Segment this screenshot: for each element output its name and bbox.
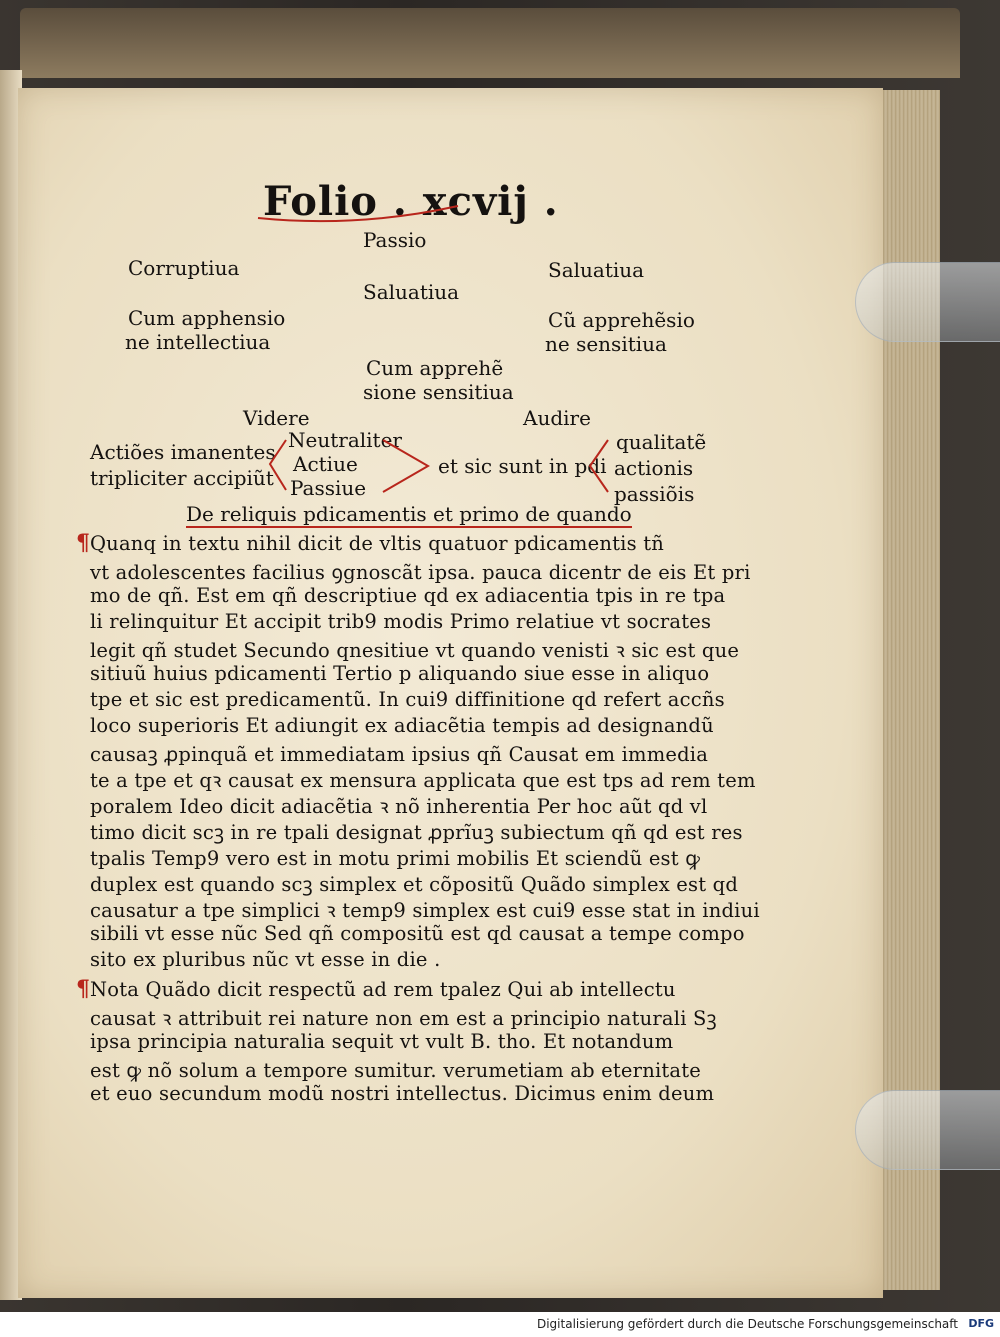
text-line: ipsa principia naturalia sequit vt vult B. tho. Et notandum (90, 1030, 674, 1053)
text-line: poralem Ideo dicit adiacẽtia ꝛ nõ inherentia Per hoc aũt qd vl (90, 795, 708, 818)
schema-qualitatis: qualitatẽ (616, 430, 707, 454)
pilcrow-mark: ¶ (76, 976, 90, 1002)
schema-corruptiua: Corruptiua (128, 256, 240, 280)
text-line: tpalis Temp9 vero est in motu primi mobilis Et sciendũ est ꝙ (90, 847, 701, 870)
page-clip-bottom (855, 1090, 1000, 1170)
text-line: timo dicit scꝫ in re tpali designat ꝓprĩuꝫ subiectum qñ qd est res (90, 821, 743, 844)
text-line: Quanq in textu nihil dicit de vltis quatuor pdicamentis tñ (90, 532, 664, 555)
schema-center-cum-2: sione sensitiua (363, 380, 514, 404)
footer-bar (0, 1312, 1000, 1337)
page-clip-top (855, 262, 1000, 342)
book-cover-top (20, 8, 960, 78)
text-line: causat ꝛ attribuit rei nature non em est a principio naturali Sꝫ (90, 1007, 717, 1030)
schema-passiue: Passiue (290, 476, 367, 500)
schema-actiones-1: Actiões imanentes (90, 440, 276, 464)
schema-saluatiua-right: Saluatiua (548, 258, 645, 282)
folio-header: Folio . xcvij . (263, 178, 559, 225)
schema-left-cum-1: Cum apphensio (128, 306, 286, 330)
text-line: vt adolescentes facilius ꝯgnoscãt ipsa. pauca dicentr de eis Et pri (90, 561, 751, 584)
schema-right-cum-1: Cũ apprehẽsio (548, 308, 695, 332)
text-line: tpe et sic est predicamentũ. In cui9 diffinitione qd refert accñs (90, 688, 725, 711)
text-line: causatur a tpe simplici ꝛ temp9 simplex est cui9 esse stat in indiui (90, 899, 760, 922)
section-title: De reliquis pdicamentis et primo de quando (186, 502, 632, 526)
schema-sunt: et sic sunt in pdi (438, 454, 607, 478)
schema-left-cum-2: ne intellectiua (125, 330, 271, 354)
text-line: Nota Quãdo dicit respectũ ad rem tpalez Qui ab intellectu (90, 978, 676, 1001)
text-line: sitiuũ huius pdicamenti Tertio p aliquando siue esse in aliquo (90, 662, 710, 685)
schema-center-cum-1: Cum apprehẽ (366, 356, 504, 380)
text-line: legit qñ studet Secundo qnesitiue vt quando venisti ꝛ sic est que (90, 639, 740, 662)
text-line: causaꝫ ꝓpinquã et immediatam ipsius qñ Causat em immedia (90, 743, 709, 766)
schema-actiue: Actiue (293, 452, 358, 476)
schema-right-cum-2: ne sensitiua (545, 332, 667, 356)
text-line: mo de qñ. Est em qñ descriptiue qd ex adiacentia tpis in re tpa (90, 584, 726, 607)
schema-audire: Audire (523, 406, 591, 430)
rubrication-strokes (18, 88, 883, 548)
schema-actiones-2: tripliciter accipiũt (90, 466, 274, 490)
text-line: loco superioris Et adiungit ex adiacẽtia tempis ad designandũ (90, 714, 714, 737)
text-line: est ꝙ nõ solum a tempore sumitur. verumetiam ab eternitate (90, 1059, 702, 1082)
schema-passionis: passiõis (614, 482, 695, 506)
text-line: sito ex pluribus nũc vt esse in die . (90, 948, 441, 971)
book-page (18, 88, 883, 1298)
dfg-logo: DFG (968, 1317, 994, 1330)
schema-actionis: actionis (614, 456, 694, 480)
footer-credit: Digitalisierung gefördert durch die Deutsche Forschungsgemeinschaft (536, 1317, 958, 1331)
schema-neutraliter: Neutraliter (288, 428, 402, 452)
text-line: sibili vt esse nũc Sed qñ compositũ est qd causat a tempe compo (90, 922, 745, 945)
text-line: duplex est quando scꝫ simplex et cõpositũ Quãdo simplex est qd (90, 873, 739, 896)
schema-passio: Passio (363, 228, 427, 252)
text-line: te a tpe et qꝛ causat ex mensura applicata que est tps ad rem tem (90, 769, 756, 792)
pilcrow-mark: ¶ (76, 530, 90, 556)
text-line: et euo secundum modũ nostri intellectus. Dicimus enim deum (90, 1082, 715, 1105)
schema-videre: Videre (243, 406, 310, 430)
schema-saluatiua-center: Saluatiua (363, 280, 460, 304)
text-line: li relinquitur Et accipit trib9 modis Primo relatiue vt socrates (90, 610, 712, 633)
